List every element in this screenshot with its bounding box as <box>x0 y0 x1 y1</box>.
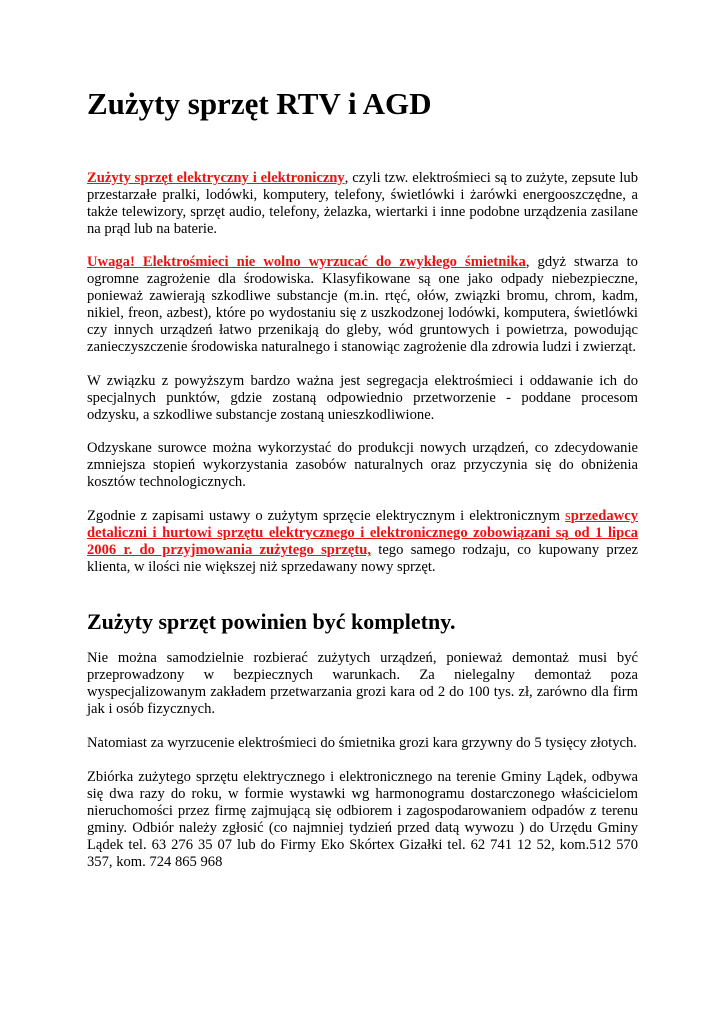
paragraph-warning <box>87 254 638 356</box>
warning-text: , gdyż stwarza to ogromne zagrożenie dla środowiska. Klasyfikowane są one jako odpady niebezpieczne, ponieważ zawierają szkodliwe substancje (m.in. rtęć, ołów, związki bromu, chrom, kadm, nikiel, freon, azbest), które po wydostaniu się z uszkodzonej lodówki, komputera, świetlówki czy innych urządzeń łatwo przenikają do gleby, wód gruntowych i powietrza, powodując zanieczyszczenie środowiska naturalnego i stanowiąc zagrożenie dla zdrowia ludzi i zwierząt. <box>87 254 638 355</box>
paragraph-law <box>87 508 638 576</box>
paragraph-dismantling: Nie można samodzielnie rozbierać zużytych urządzeń, ponieważ demontaż musi być przeprowadzony w bezpiecznych warunkach. Za nielegalny demontaż poza wyspecjalizowanym zakładem przetwarzania grozi kara od 2 do 100 tys. zł, zarówno dla firm jak i osób fizycznych. <box>87 650 638 717</box>
page-title: Zużyty sprzęt RTV i AGD <box>87 86 432 121</box>
paragraph-recovery: Odzyskane surowce można wykorzystać do produkcji nowych urządzeń, co zdecydowanie zmniejsza stopień wykorzystania zasobów naturalnych oraz przyczynia się do obniżenia kosztów technologicznych. <box>87 440 638 490</box>
law-text-end: tego samego rodzaju, co kupowany przez klienta, w ilości nie większej niż sprzedawany nowy sprzęt. <box>87 542 639 575</box>
definition-text: , czyli tzw. elektrośmieci są to zużyte, zepsute lub przestarzałe pralki, lodówki, komputery, telefony, świetlówki i żarówki energooszczędne, a także telewizory, sprzęt audio, telefony, żelazka, wiertarki i inne podobne urządzenia zasilane na prąd lub na baterie. <box>87 170 638 237</box>
paragraph-segregation: W związku z powyższym bardzo ważna jest segregacja elektrośmieci i oddawanie ich do specjalnych punktów, gdzie zostaną odpowiednio przetworzenie - poddane procesom odzysku, a szkodliwe substancje zostaną unieszkodliwione. <box>87 373 638 423</box>
paragraph-fine: Natomiast za wyrzucenie elektrośmieci do śmietnika grozi kara grzywny do 5 tysięcy złotych. <box>87 735 637 751</box>
paragraph-collection: Zbiórka zużytego sprzętu elektrycznego i elektronicznego na terenie Gminy Lądek, odbywa się dwa razy do roku, w formie wystawki wg harmonogramu dostarczonego właścicielom nieruchomości przez firmę zajmującą się odbiorem i zagospodarowaniem odpadów z terenu gminy. Odbiór należy zgłosić (co najmniej tydzień przed datą wywozu ) do Urzędu Gminy Lądek tel. 63 276 35 07 lub do Firmy Eko Skórtex Gizałki tel. 62 741 12 52, kom.512 570 357, kom. 724 865 968 <box>87 769 638 870</box>
paragraph-definition <box>87 170 638 238</box>
definition-highlight: Zużyty sprzęt elektryczny i elektroniczny <box>87 170 345 186</box>
warning-highlight: Uwaga! Elektrośmieci nie wolno wyrzucać do zwykłego śmietnika <box>87 254 526 270</box>
law-text-start: Zgodnie z zapisami ustawy o zużytym sprzęcie elektrycznym i elektronicznym <box>87 508 566 524</box>
section-heading: Zużyty sprzęt powinien być kompletny. <box>87 609 456 634</box>
law-highlight: przedawcy detaliczni i hurtowi sprzętu elektrycznego i elektronicznego zobowiązani są od 1 lipca 2006 r. do przyjmowania zużytego sprzętu, <box>87 508 638 558</box>
law-highlight-initial: s <box>565 508 571 524</box>
